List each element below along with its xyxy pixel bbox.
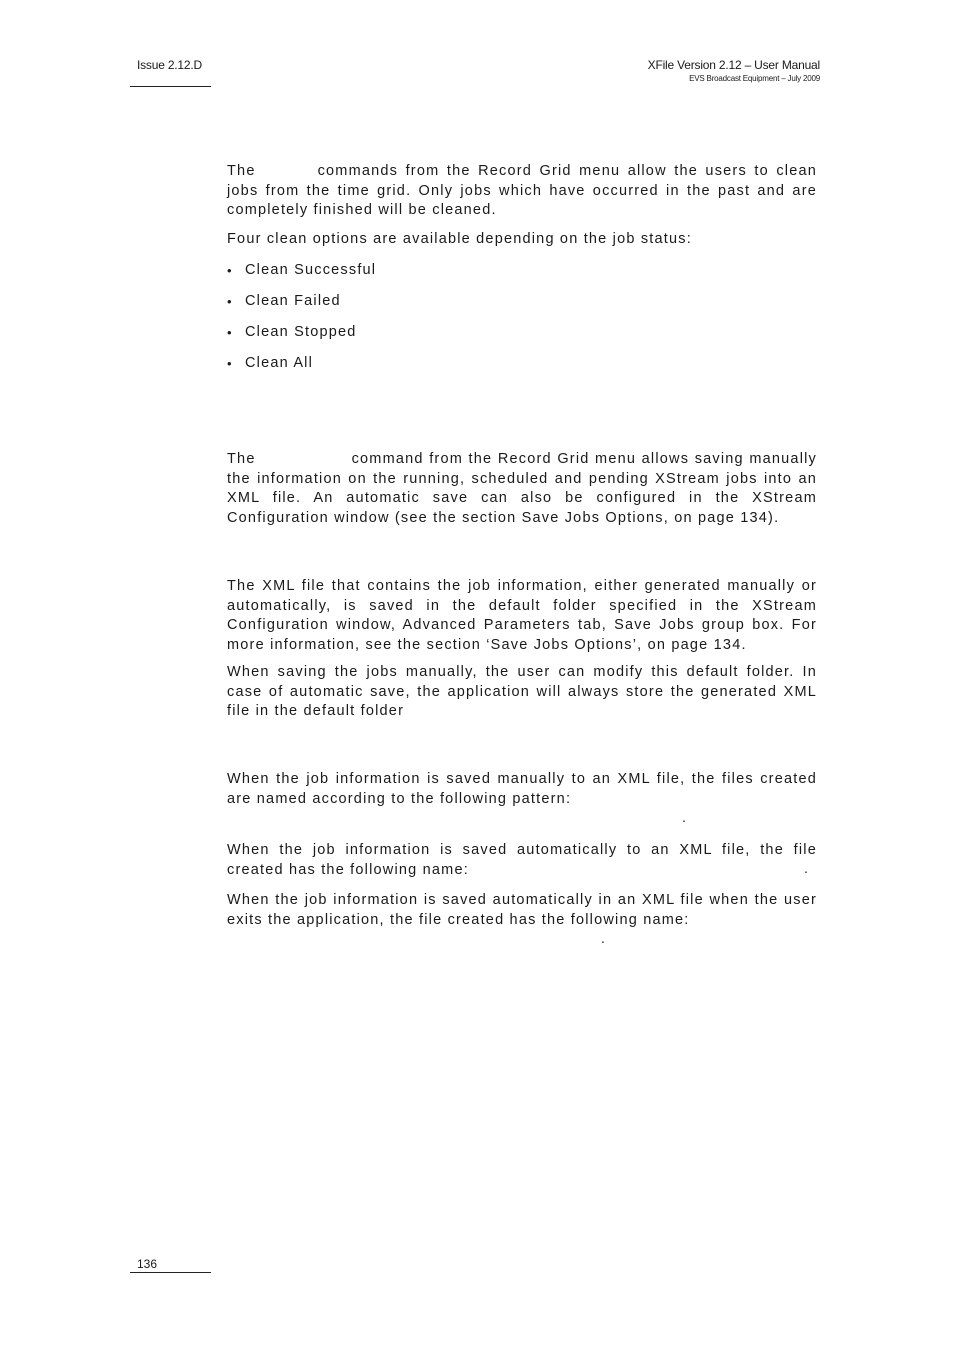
list-item: • Clean All [227, 355, 314, 371]
default-folder-paragraph: The XML file that contains the job information, either generated manually or automatically, is saved in the default folder specified in the XStream Configuration window, Advanced Parameters tab, Save Jobs group box. For more information, see the section ‘Save Jobs Options’, on page 134. [227, 578, 817, 653]
header-divider [130, 86, 211, 87]
save-jobs-lead: The [227, 451, 256, 467]
manual-pattern-period: . [682, 809, 686, 825]
clean-options-intro: Four clean options are available depending on the job status: [227, 231, 692, 247]
list-item: • Clean Successful [227, 262, 377, 278]
clean-intro-paragraph [227, 162, 817, 221]
modify-folder-paragraph: When saving the jobs manually, the user can modify this default folder. In case of automatic save, the application will always store the generated XML file in the default folder [227, 664, 817, 719]
manual-naming-paragraph: When the job information is saved manually to an XML file, the files created are named according to the following pattern: [227, 771, 817, 807]
list-item: • Clean Stopped [227, 324, 357, 340]
clean-intro-body: commands from the Record Grid menu allow the users to clean jobs from the time grid. Only jobs which have occurred in the past and are completely finished will be cleaned. [227, 163, 817, 218]
bullet-icon: • [227, 294, 233, 309]
bullet-icon: • [227, 325, 233, 340]
page-number: 136 [137, 1257, 158, 1271]
bullet-icon: • [227, 263, 233, 278]
save-jobs-paragraph [227, 450, 817, 528]
clean-intro-lead: The [227, 163, 256, 179]
list-item: • Clean Failed [227, 293, 341, 309]
bullet-icon: • [227, 356, 233, 371]
save-jobs-body: command from the Record Grid menu allows saving manually the information on the running, scheduled and pending XStream jobs into an XML file. An automatic save can also be configured in the XStream Configuration window (see the section Save Jobs Options, on page 134). [227, 451, 817, 526]
exit-name-period: . [601, 930, 605, 946]
manual-title: XFile Version 2.12 – User Manual [647, 58, 820, 72]
page-header [648, 58, 820, 83]
exit-naming-paragraph: When the job information is saved automatically in an XML file when the user exits the application, the file created has the following name: [227, 892, 817, 928]
footer-divider [130, 1272, 211, 1273]
clean-options-list [227, 261, 376, 385]
issue-number: Issue 2.12.D [137, 58, 202, 72]
auto-naming-paragraph: When the job information is saved automatically to an XML file, the file created has the following name: [227, 842, 817, 878]
publisher-date: EVS Broadcast Equipment – July 2009 [689, 74, 820, 83]
auto-name-period: . [804, 860, 808, 876]
